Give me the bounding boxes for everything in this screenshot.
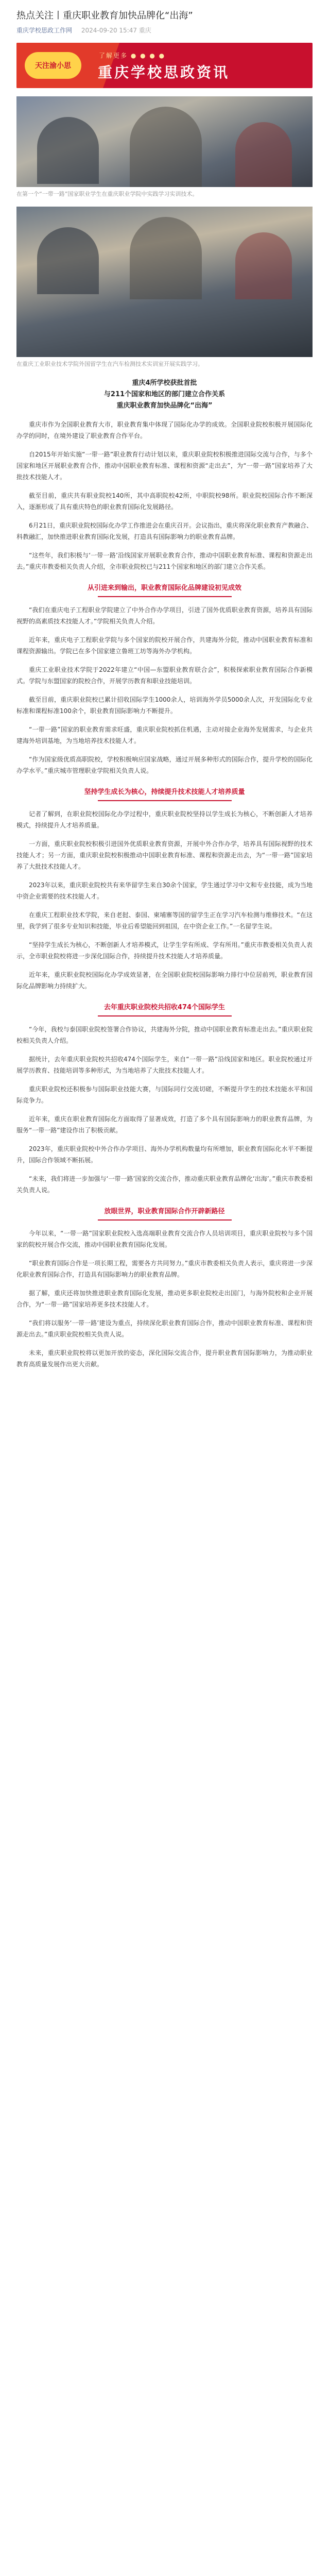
lead-line: 重庆4所学校获批首批 xyxy=(132,379,197,387)
paragraph: 重庆市作为全国职业教育大市，职业教育集中体现了国际化办学的成效。全国职业院校积极开展国际化办学的同时，在境外建设了职业教育合作平台。 xyxy=(16,421,313,439)
section-heading-text: 去年重庆职业院校共招收474个国际学生 xyxy=(103,1004,226,1011)
paragraph: 近年来，重庆电子工程职业学院与多个国家的院校开展合作，共建海外分院，推动中国职业教育标准和课程资源输出。学院已在多个国家建立鲁班工坊等海外办学机构。 xyxy=(16,636,313,655)
paragraph: 今年以来，“一带一路”国家职业院校入选高端职业教育交流合作人员培训项目，重庆职业院校与多个国家的院校开展合作交流，推动中国职业教育国际化发展。 xyxy=(16,1230,313,1248)
article-section xyxy=(0,1206,329,1370)
paragraph: “坚持学生成长为核心，不断创新人才培养模式，让学生学有所成、学有所用。”重庆市教委相关负责人表示，全市职业院校将进一步深化国际合作，持续提升技术技能人才培养质量。 xyxy=(16,941,313,960)
photo-figure xyxy=(130,217,202,299)
article-section xyxy=(0,419,329,572)
lead-line: 与211个国家和地区的部门建立合作关系 xyxy=(103,391,226,398)
section-heading xyxy=(16,583,313,597)
photo-figure xyxy=(235,232,292,299)
article-photo-2 xyxy=(16,207,313,357)
paragraph: 重庆工业职业技术学院于2022年建立“中国—东盟职业教育联合会”，积极探索职业教育国际合作新模式。学院与东盟国家的院校合作，开展学历教育和职业技能培训。 xyxy=(16,666,313,685)
paragraph: 记者了解到，在职业院校国际化办学过程中，重庆职业院校坚持以学生成长为核心，不断创新人才培养模式，持续提升人才培养质量。 xyxy=(16,810,313,829)
paragraph: 一方面，重庆职业院校积极引进国外优质职业教育资源，开展中外合作办学，培养具有国际视野的技术技能人才；另一方面，重庆职业院校积极推动中国职业教育标准、课程和资源走出去，为“一带一路”国家培养了大批技术技能人才。 xyxy=(16,840,313,870)
paragraph: “职业教育国际合作是一项长期工程，需要各方共同努力。”重庆市教委相关负责人表示，重庆将进一步深化职业教育国际合作，打造具有国际影响力的职业教育品牌。 xyxy=(16,1260,313,1278)
section-heading xyxy=(16,1206,313,1221)
paragraph: “一带一路”国家的职业教育需求旺盛，重庆职业院校抓住机遇，主动对接企业海外发展需求，与企业共建海外培训基地，为当地培养技术技能人才。 xyxy=(16,726,313,744)
paragraph: “今年，我校与泰国职业院校签署合作协议，共建海外分院，推动中国职业教育标准走出去。”重庆职业院校相关负责人介绍。 xyxy=(16,1026,313,1044)
section-underline xyxy=(98,596,232,597)
section-underline xyxy=(98,1015,232,1016)
article-meta xyxy=(16,26,313,35)
article-section xyxy=(0,583,329,776)
brand-banner xyxy=(16,43,313,88)
paragraph: “我们在重庆电子工程职业学院建立了中外合作办学项目，引进了国外优质职业教育资源，培养具有国际视野的高素质技术技能人才。”学院相关负责人介绍。 xyxy=(16,606,313,625)
photo-2-caption: 在重庆工业职业技术学院外国留学生在汽车检测技术实训室开展实践学习。 xyxy=(16,361,203,367)
meta-source-link[interactable]: 重庆学校思政工作网 xyxy=(16,27,73,34)
article-title: 热点关注丨重庆职业教育加快品牌化“出海” xyxy=(16,10,193,21)
paragraph: 重庆职业院校还积极参与国际职业技能大赛，与国际同行交流切磋，不断提升学生的技术技能水平和国际竞争力。 xyxy=(16,1086,313,1104)
paragraph: 未来，重庆职业院校将以更加开放的姿态，深化国际交流合作，提升职业教育国际影响力，为推动职业教育高质量发展作出更大贡献。 xyxy=(16,1349,313,1368)
paragraph: “作为国家级优质高职院校，学校积极响应国家战略，通过开展多种形式的国际合作，提升学校的国际化办学水平。”重庆城市管理职业学院相关负责人说。 xyxy=(16,756,313,774)
photo-figure xyxy=(37,117,99,184)
section-heading-text: 放眼世界，职业教育国际合作开辟新路径 xyxy=(104,1208,225,1215)
section-heading xyxy=(16,787,313,801)
banner-title: 重庆学校思政资讯 xyxy=(98,64,230,81)
paragraph: 截至目前，重庆职业院校已累计招收国际学生1000余人，培训海外学员5000余人次，开发国际化专业标准和课程标准100余个，职业教育国际影响力不断提升。 xyxy=(16,696,313,715)
banner-badge: 天注渝小思 xyxy=(25,52,81,79)
paragraph: 据了解，重庆还将加快推进职业教育国际化发展，推动更多职业院校走出国门，与海外院校和企业开展合作，为“一带一路”国家培养更多技术技能人才。 xyxy=(16,1290,313,1308)
section-heading xyxy=(16,1002,313,1016)
article-header xyxy=(0,0,329,35)
article-section xyxy=(0,787,329,992)
paragraph: 截至目前，重庆共有职业院校140所，其中高职院校42所，中职院校98所。职业院校国际合作不断深入，逐渐形成了具有重庆特色的职业教育国际化发展路径。 xyxy=(16,492,313,511)
photo-figure xyxy=(235,122,292,187)
paragraph: 近年来，重庆在职业教育国际化方面取得了显著成效，打造了多个具有国际影响力的职业教育品牌，为服务“一带一路”建设作出了积极贡献。 xyxy=(16,1115,313,1134)
paragraph: “这些年，我们积极与‘一带一路’沿线国家开展职业教育合作，推动中国职业教育标准、课程和资源走出去。”重庆市教委相关负责人介绍，全市职业院校已与211个国家和地区的部门建立合作关系。 xyxy=(16,552,313,570)
paragraph: 2023年，重庆职业院校中外合作办学项目、海外办学机构数量均有所增加，职业教育国际化水平不断提升，国际合作领域不断拓展。 xyxy=(16,1145,313,1164)
paragraph: 据统计，去年重庆职业院校共招收474个国际学生，来自“一带一路”沿线国家和地区。职业院校通过开展学历教育、技能培训等多种形式，为当地培养了大批技术技能人才。 xyxy=(16,1056,313,1074)
paragraph: 6月21日，重庆职业院校国际化办学工作推进会在重庆召开。会议指出，重庆将深化职业教育产教融合、科教融汇，加快推进职业教育国际化发展，打造具有国际影响力的职业教育品牌。 xyxy=(16,522,313,540)
paragraph: “我们将以服务‘一带一路’建设为重点，持续深化职业教育国际合作，推动中国职业教育标准、课程和资源走出去。”重庆职业院校相关负责人说。 xyxy=(16,1319,313,1338)
section-heading-text: 从引进来到输出，职业教育国际化品牌建设初见成效 xyxy=(87,584,241,592)
paragraph: 2023年以来，重庆职业院校共有来华留学生来自30余个国家，学生通过学习中文和专业技能，成为当地中资企业需要的技术技能人才。 xyxy=(16,882,313,900)
paragraph: 在重庆工程职业技术学院，来自老挝、泰国、柬埔寨等国的留学生正在学习汽车检测与维修技术。“在这里，我学到了很多专业知识和技能，毕业后希望能回到祖国，在中资企业工作。”一名留学生说。 xyxy=(16,911,313,930)
lead-line: 重庆职业教育加快品牌化“出海” xyxy=(116,402,213,410)
article-photo-1 xyxy=(16,96,313,187)
photo-1-caption: 在第一个“一带一路”国家职业学生在重庆职业学院中实践学习实训技术。 xyxy=(16,191,198,197)
lead-block xyxy=(16,378,313,412)
meta-date: 2024-09-20 15:47 重庆 xyxy=(81,27,151,34)
section-underline xyxy=(98,1219,232,1221)
section-underline xyxy=(98,800,232,801)
banner-more-link[interactable]: 了解更多 ● ● ● ● xyxy=(99,52,166,59)
section-heading-text: 坚持学生成长为核心，持续提升技术技能人才培养质量 xyxy=(84,788,245,796)
photo-figure xyxy=(37,227,99,294)
paragraph: 自2015年开始实施“一带一路”职业教育行动计划以来，重庆职业院校积极推进国际交流与合作，与多个国家和地区开展职业教育合作，推动中国职业教育标准、课程和资源“走出去”，为“一带一路”国家培养了大批技术技能人才。 xyxy=(16,451,313,481)
paragraph: “未来，我们将进一步加强与‘一带一路’国家的交流合作，推动重庆职业教育品牌化‘出海’。”重庆市教委相关负责人说。 xyxy=(16,1175,313,1194)
photo-figure xyxy=(130,107,202,187)
article-section xyxy=(0,1002,329,1196)
paragraph: 近年来，重庆职业院校国际化办学成效显著，在全国职业院校国际影响力排行中位居前列，职业教育国际化品牌影响力持续扩大。 xyxy=(16,971,313,990)
